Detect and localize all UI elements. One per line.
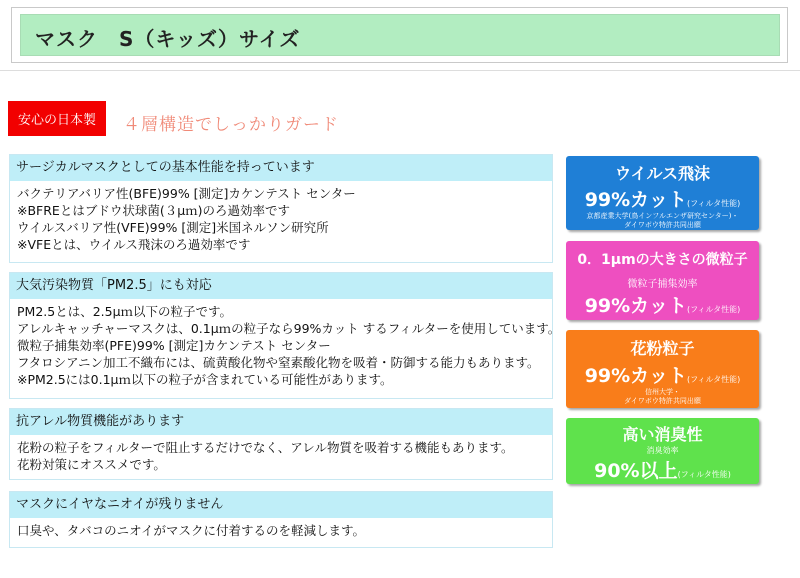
card-value: 99%カット(フィルタ性能) [584,365,741,387]
section-line: ※VFEとは、ウイルス飛沫のろ過効率です [17,237,251,252]
section-header: 抗アレル物質機能があります [10,409,552,435]
section-line: ※BFREとはブドウ状球菌(３μｍ)のろ過効率です [17,203,291,218]
title-bar [20,14,780,56]
card-value: 99%カット(フィルタ性能) [584,295,741,317]
section-basic-performance [9,154,553,263]
section-body [10,299,561,392]
card-value: 99%カット(フィルタ性能) [584,189,741,211]
section-header: 大気汚染物質「PM2.5」にも対応 [10,273,552,299]
page-title: マスク S（キッズ）サイズ [35,27,301,51]
card-title: 花粉粒子 [630,339,695,358]
card-title: 0．1μmの大きさの微粒子 [577,252,748,268]
card-title: ウイルス飛沫 [614,164,711,183]
section-odor [9,491,553,548]
section-anti-allergen [9,408,553,480]
section-body [10,435,552,477]
card-fine-particle [566,241,759,320]
divider [0,70,800,71]
card-value: 90%以上(フィルタ性能) [594,460,731,482]
card-note: ダイワボウ特許共同出願 [624,397,701,405]
section-line: ※PM2.5には0.1μｍ以下の粒子が含まれている可能性があります。 [17,372,393,387]
section-line: フタロシアニン加工不織布には、硫黄酸化物や窒素酸化物を吸着・防御する能力もあります。 [17,355,540,370]
made-in-japan-badge: 安心の日本製 [8,101,106,136]
card-pollen [566,330,759,408]
section-line: バクテリアバリア性(BFE)99% [測定]カケンテスト センター [17,186,356,201]
section-pm25 [9,272,561,399]
card-deodorant [566,418,759,484]
section-line: 花粉対策にオススメです。 [17,457,166,472]
section-line: アレルキャッチャーマスクは、0.1μｍの粒子なら99%カット するフィルターを使用しています。 [17,321,561,336]
section-body [10,518,552,543]
card-title: 高い消臭性 [622,425,703,444]
card-note: 京都産業大学(鳥インフルエンザ研究センター)・ [586,212,739,220]
section-line: 微粒子捕集効率(PFE)99% [測定]カケンテスト センター [17,338,331,353]
section-body [10,181,552,257]
tagline: ４層構造でしっかりガード [123,115,339,135]
section-line: 口臭や、タバコのニオイがマスクに付着するのを軽減します。 [17,523,366,538]
section-line: 花粉の粒子をフィルターで阻止するだけでなく、アレル物質を吸着する機能もあります。 [17,440,514,455]
card-subtitle: 微粒子捕集効率 [627,279,698,290]
card-virus [566,156,759,230]
card-subtitle: 消臭効率 [646,446,679,455]
card-note: ダイワボウ特許共同出願 [624,221,701,229]
card-note: 信州大学・ [645,388,680,396]
section-line: PM2.5とは、2.5μｍ以下の粒子です。 [17,304,233,319]
section-header: マスクにイヤなニオイが残りません [10,492,552,518]
section-header: サージカルマスクとしての基本性能を持っています [10,155,552,181]
section-line: ウイルスバリア性(VFE)99% [測定]米国ネルソン研究所 [17,220,329,235]
